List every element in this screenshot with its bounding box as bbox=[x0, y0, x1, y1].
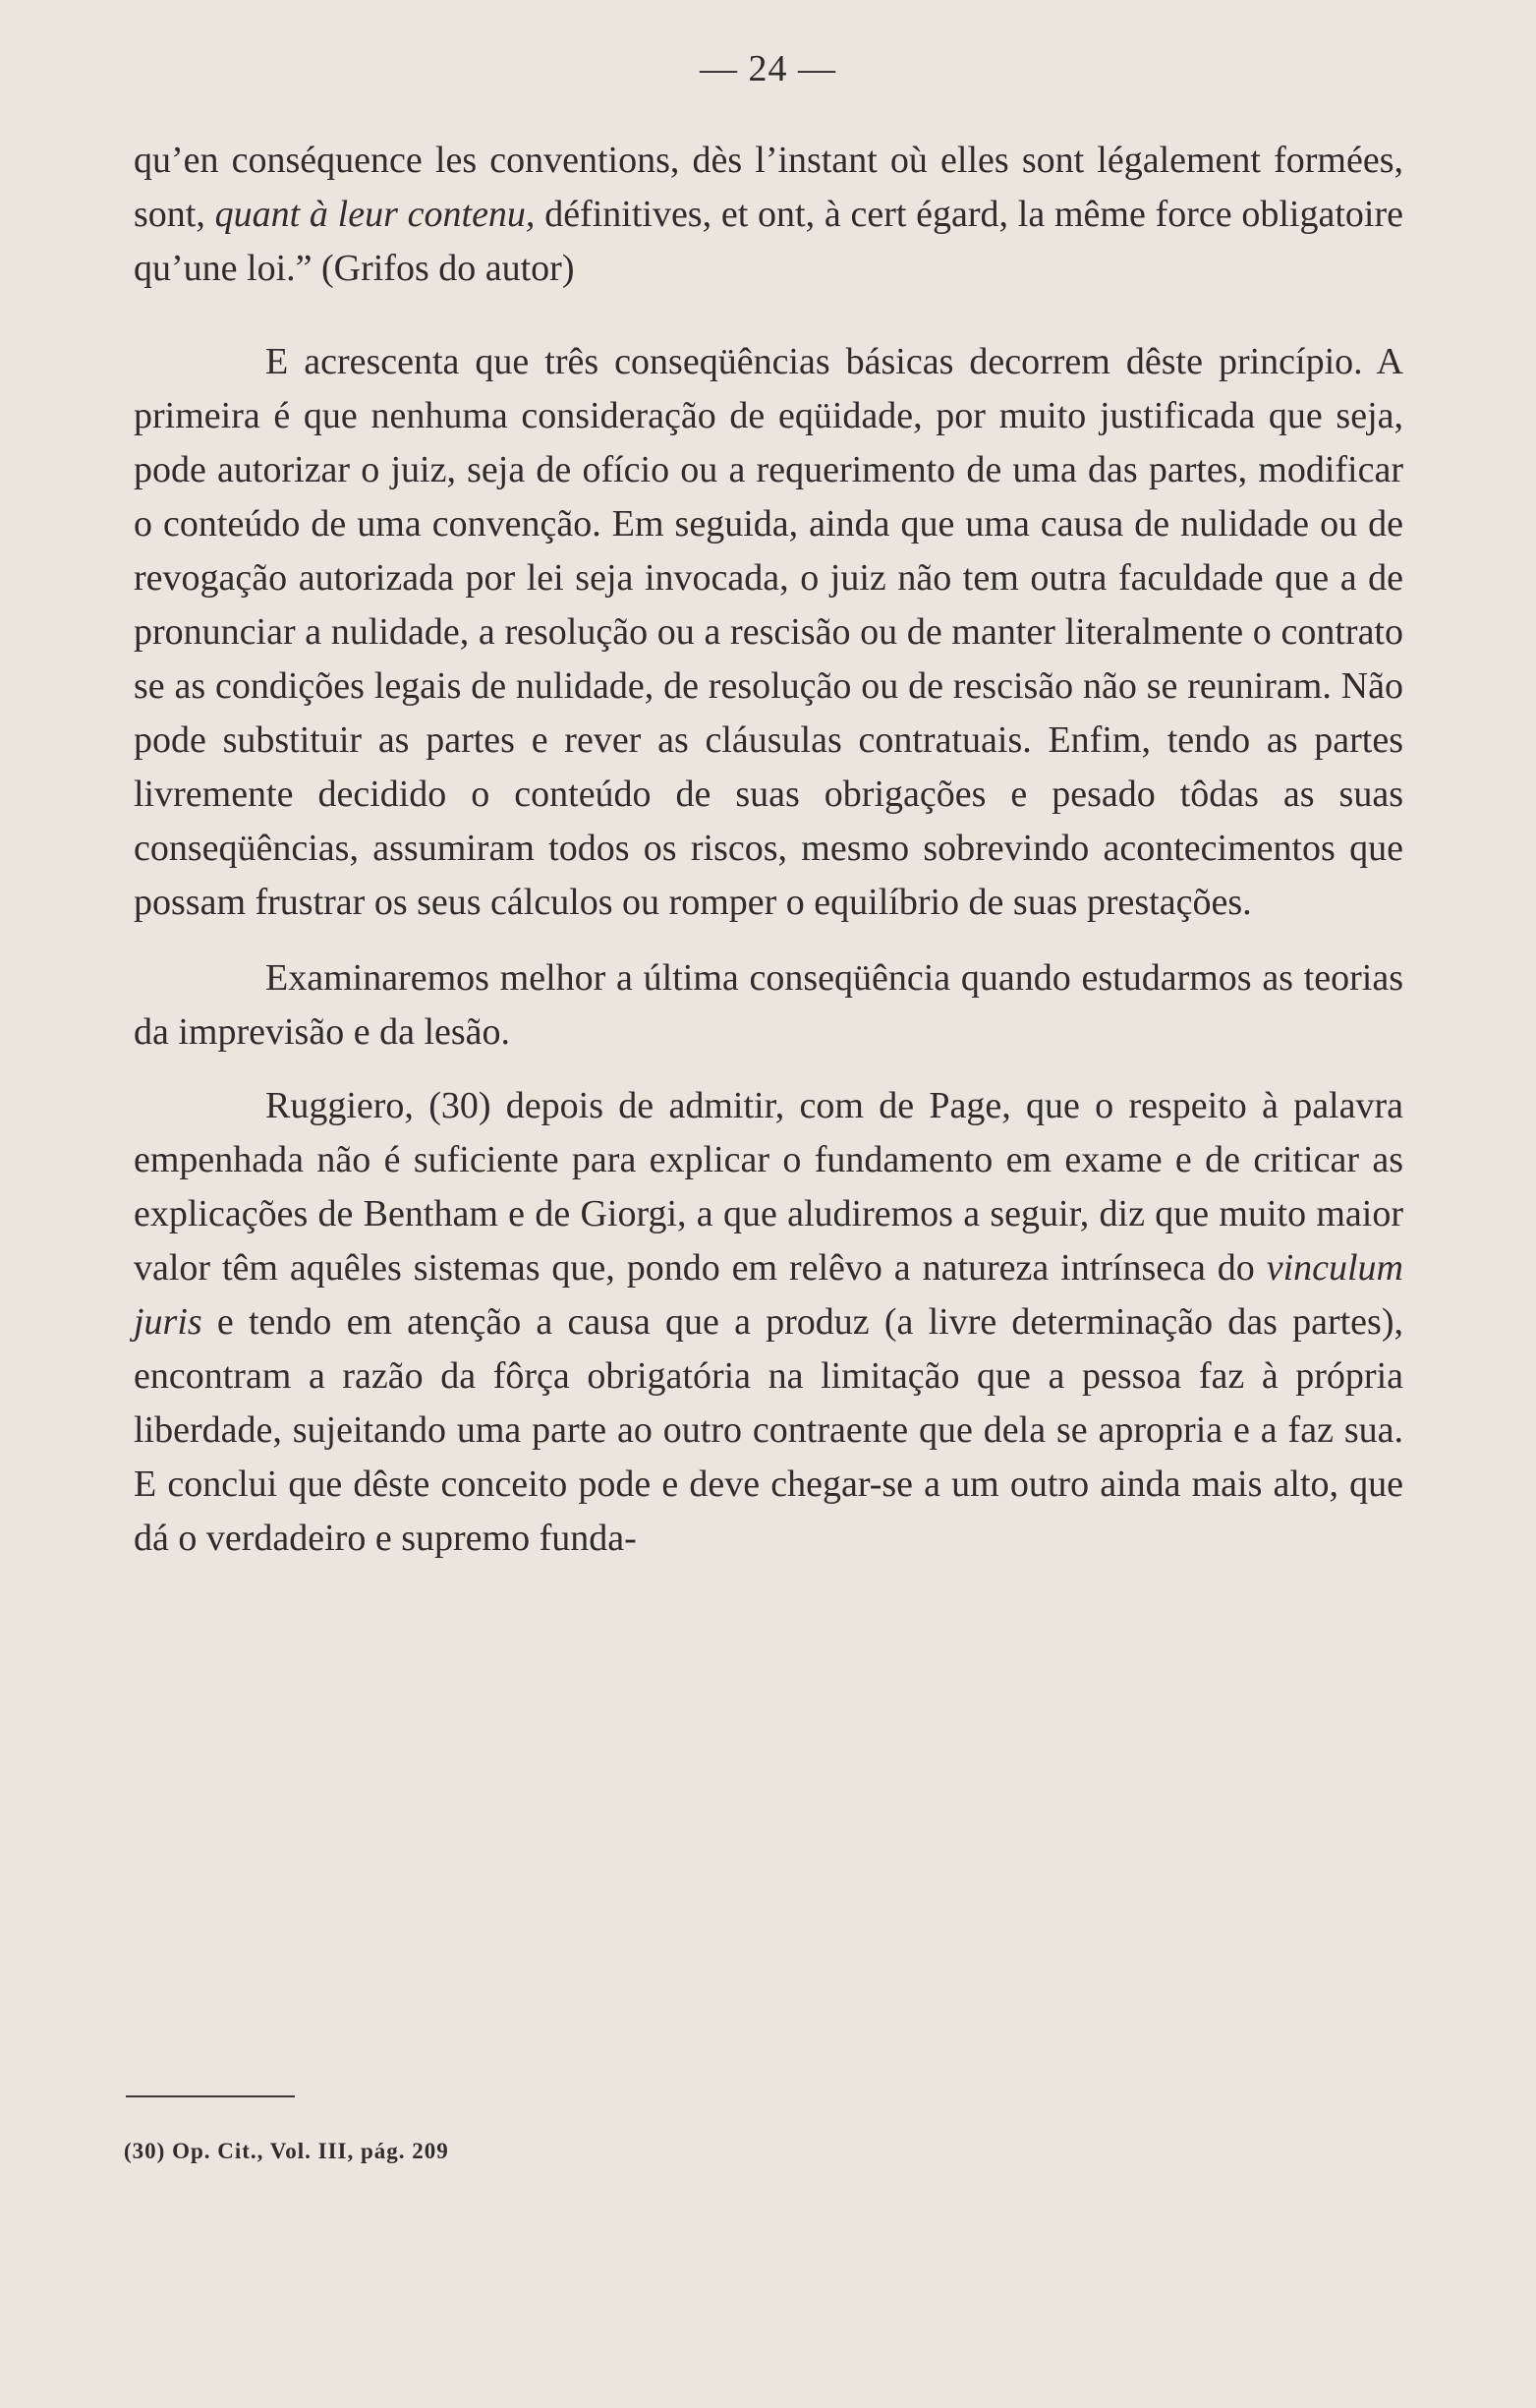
quote-italic-text: quant à leur contenu, bbox=[214, 194, 536, 235]
ruggiero-italic-text: vinculum juris bbox=[134, 1247, 1403, 1343]
ruggiero-text-1: Ruggiero, (30) depois de admitir, com de Page, que o respeito à palavra empenhada não é suficiente para explicar o fundamento em exame e de criticar as explicações de Bentham e de Giorgi, a que aludiremos a seguir, diz que muito maior valor têm aquêles sistemas que, pondo em relêvo a natureza intrínseca do bbox=[134, 1085, 1403, 1289]
ruggiero-text-2: e tendo em atenção a causa que a produz (a livre determinação das partes), encontram a razão da fôrça obrigatória na limitação que a pessoa faz à própria liberdade, sujeitando uma parte ao outro contraente que dela se apropria e a faz sua. E conclui que dêste conceito pode e deve chegar-se a um outro ainda mais alto, que dá o verdadeiro e supremo funda- bbox=[134, 1301, 1403, 1559]
footnote-divider bbox=[126, 2095, 295, 2097]
paragraph-ruggiero bbox=[134, 1079, 1403, 1566]
paragraph-examinaremos: Examinaremos melhor a última conseqüência quando estudarmos as teorias da imprevisão e da lesão. bbox=[134, 957, 1403, 1053]
paragraph-consequences: E acrescenta que três conseqüências básicas decorrem dêste princípio. A primeira é que nenhuma consideração de eqüidade, por muito justificada que seja, pode autorizar o juiz, seja de ofício ou a requerimento de uma das partes, modificar o conteúdo de uma convenção. Em seguida, ainda que uma causa de nulidade ou de revogação autorizada por lei seja invocada, o juiz não tem outra faculdade que a de pronunciar a nulidade, a resolução ou a rescisão ou de manter literalmente o contrato se as condições legais de nulidade, de resolução ou de rescisão não se reuniram. Não pode substituir as partes e rever as cláusulas contratuais. Enfim, tendo as partes livremente decidido o conteúdo de suas obrigações e pesado tôdas as suas conseqüências, assumiram todos os riscos, mesmo sobrevindo acontecimentos que possam frustrar os seus cálculos ou romper o equilíbrio de suas prestações. bbox=[134, 341, 1403, 923]
body-text bbox=[134, 134, 1403, 1566]
quote-paragraph bbox=[134, 134, 1403, 296]
quote-text-2: définitives, et ont, à cert égard, la même force obligatoire qu’une loi.” (Grifos do autor) bbox=[134, 194, 1403, 289]
quote-text-1: qu’en conséquence les conventions, dès l’instant où elles sont légalement formées, sont, bbox=[134, 140, 1403, 235]
page-number: — 24 — bbox=[700, 48, 836, 89]
footnote-30: (30) Op. Cit., Vol. III, pág. 209 bbox=[124, 2139, 449, 2163]
